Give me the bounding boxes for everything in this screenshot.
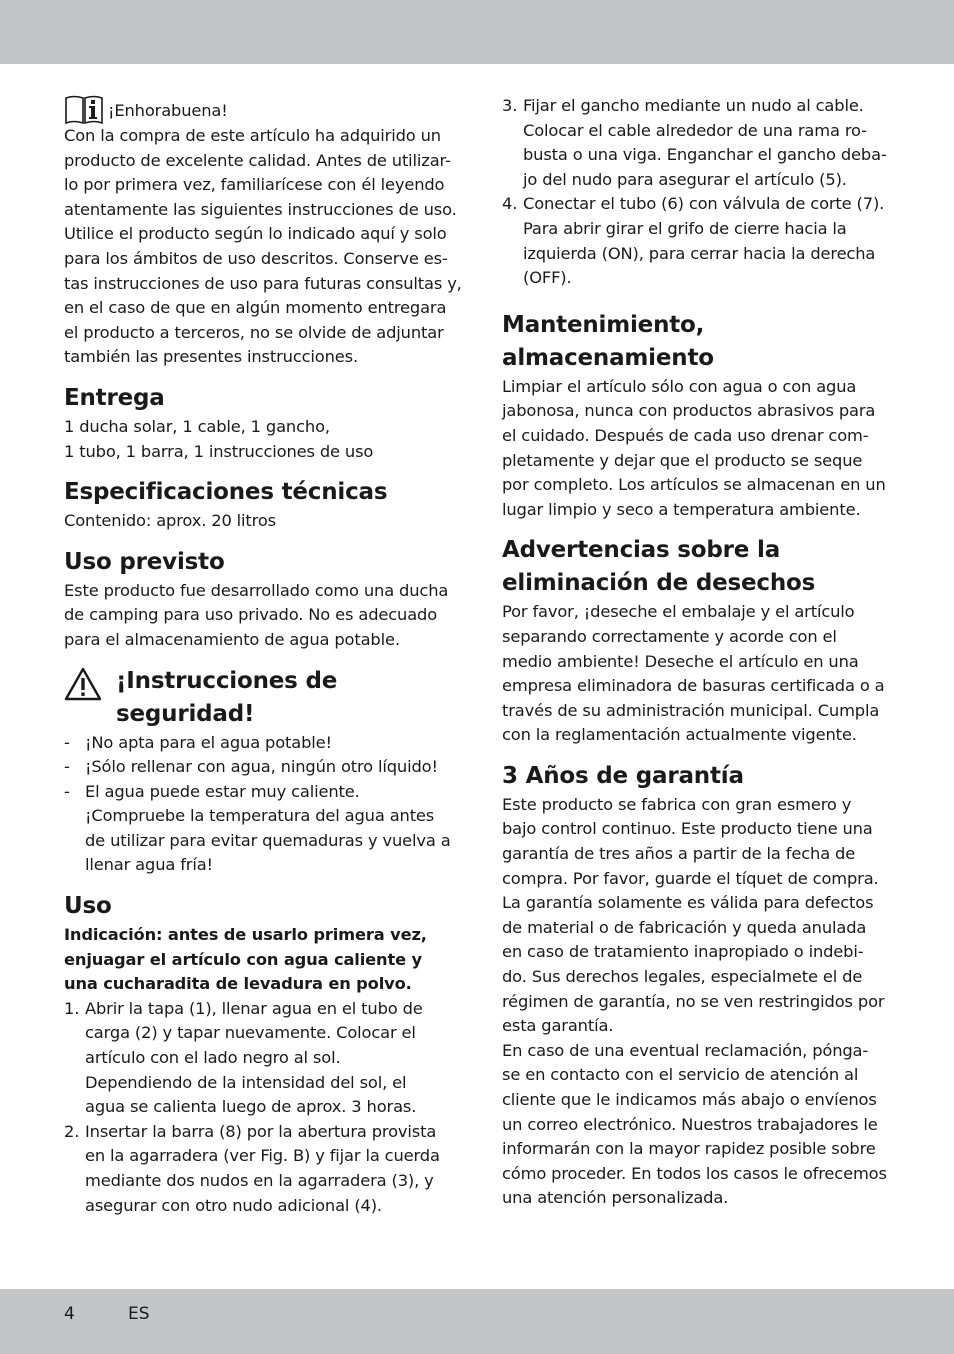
specs-heading: Especificaciones técnicas: [64, 479, 388, 506]
uso-previsto-heading: Uso previsto: [64, 548, 225, 575]
safety-heading: [64, 665, 456, 731]
entrega-text: 1 ducha solar, 1 cable, 1 gancho, 1 tubo, 1 barra, 1 instrucciones de uso: [64, 416, 374, 461]
warning-triangle-icon: [64, 667, 102, 701]
safety-title-line2: seguridad!: [116, 700, 255, 727]
uso-steps-left: [64, 997, 456, 1218]
safety-title-line1: ¡Instrucciones de: [116, 667, 338, 694]
intro-text: Con la compra de este artículo ha adquirido un producto de excelente calidad. Antes de utilizar- lo por primera vez, familiarícese con él leyendo atentamente las siguientes instrucciones de uso. Utilice el producto según lo indicado aquí y solo para los ámbitos de uso descritos. Conserve es- tas instrucciones de uso para futuras consultas y, en el caso de que en algún momento entregara el producto a terceros, no se olvide de adjuntar también las presentes instrucciones.: [64, 126, 462, 367]
uso-note: Indicación: antes de usarlo primera vez, enjuagar el artículo con agua caliente y una cucharadita de levadura en polvo.: [64, 925, 427, 994]
intro-heading: [64, 94, 456, 124]
disposal-title-line2: eliminación de desechos: [502, 570, 816, 597]
info-manual-icon: [64, 94, 104, 124]
disposal-text: Por favor, ¡deseche el embalaje y el artículo separando correctamente y acorde con el medio ambiente! Deseche el artículo en una empresa eliminadora de basuras certificada o a través de su administración municipal. Cumpla con la reglamentación actualmente vigente.: [502, 602, 885, 745]
entrega-heading: Entrega: [64, 384, 165, 411]
uso-steps-right: [502, 94, 894, 291]
maintenance-text: Limpiar el artículo sólo con agua o con agua jabonosa, nunca con productos abrasivos para el cuidado. Después de cada uso drenar com- pletamente y dejar que el producto se seque por completo. Los artículos se almacenan en un lugar limpio y seco a temperatura ambiente.: [502, 376, 886, 519]
safety-list: [64, 731, 456, 879]
specs-text: Contenido: aprox. 20 litros: [64, 511, 276, 531]
left-column: [64, 94, 462, 1218]
header-bar: [0, 0, 954, 64]
list-item: 3. Fijar el gancho mediante un nudo al cable. Colocar el cable alrededor de una rama ro- busta o una viga. Enganchar el gancho deba- jo del nudo para asegurar el artículo (5).: [502, 96, 887, 189]
maintenance-title-line1: Mantenimiento,: [502, 311, 705, 338]
intro-greeting: ¡Enhorabuena!: [108, 101, 228, 121]
uso-previsto-text: Este producto fue desarrollado como una ducha de camping para uso privado. No es adecuado para el almacenamiento de agua potable.: [64, 580, 449, 649]
warranty-heading: 3 Años de garantía: [502, 762, 744, 789]
warranty-text: Este producto se fabrica con gran esmero y bajo control continuo. Este producto tiene una garantía de tres años a partir de la fecha de compra. Por favor, guarde el tíquet de compra. La garantía solamente es válida para defectos de material o de fabricación y queda anulada en caso de tratamiento inapropiado o indebi- do. Sus derechos legales, especialmete el de régimen de garantía, no se ven restringidos por esta garantía. En caso de una eventual reclamación, pónga- se en contacto con el servicio de atención al cliente que le indicamos más abajo o envíenos un correo electrónico. Nuestros trabajadores le informarán con la mayor rapidez posible sobre cómo proceder. En todos los casos le ofrecemos una atención personalizada.: [502, 794, 887, 1208]
list-item: 4. Conectar el tubo (6) con válvula de corte (7). Para abrir girar el grifo de cierre hacia la izquierda (ON), para cerrar hacia la derecha (OFF).: [502, 194, 885, 288]
list-item: - ¡No apta para el agua potable!: [64, 731, 456, 756]
list-item: 1. Abrir la tapa (1), llenar agua en el tubo de carga (2) y tapar nuevamente. Colocar el artículo con el lado negro al sol. Dependiendo de la intensidad del sol, el agua se calienta luego de aprox. 3 horas.: [64, 998, 423, 1117]
language-code: ES: [128, 1304, 150, 1324]
disposal-title-line1: Advertencias sobre la: [502, 537, 781, 564]
right-column: [502, 94, 894, 1211]
list-item: - ¡Sólo rellenar con agua, ningún otro líquido!: [64, 755, 456, 780]
page-number: 4: [64, 1304, 75, 1324]
uso-heading: Uso: [64, 893, 112, 920]
maintenance-title-line2: almacenamiento: [502, 344, 714, 371]
list-item: 2. Insertar la barra (8) por la abertura provista en la agarradera (ver Fig. B) y fijar la cuerda mediante dos nudos en la agarradera (3), y asegurar con otro nudo adicional (4).: [64, 1121, 440, 1215]
list-item: - El agua puede estar muy caliente. ¡Compruebe la temperatura del agua antes de utilizar para evitar quemaduras y vuelva a llenar agua fría!: [64, 780, 456, 878]
